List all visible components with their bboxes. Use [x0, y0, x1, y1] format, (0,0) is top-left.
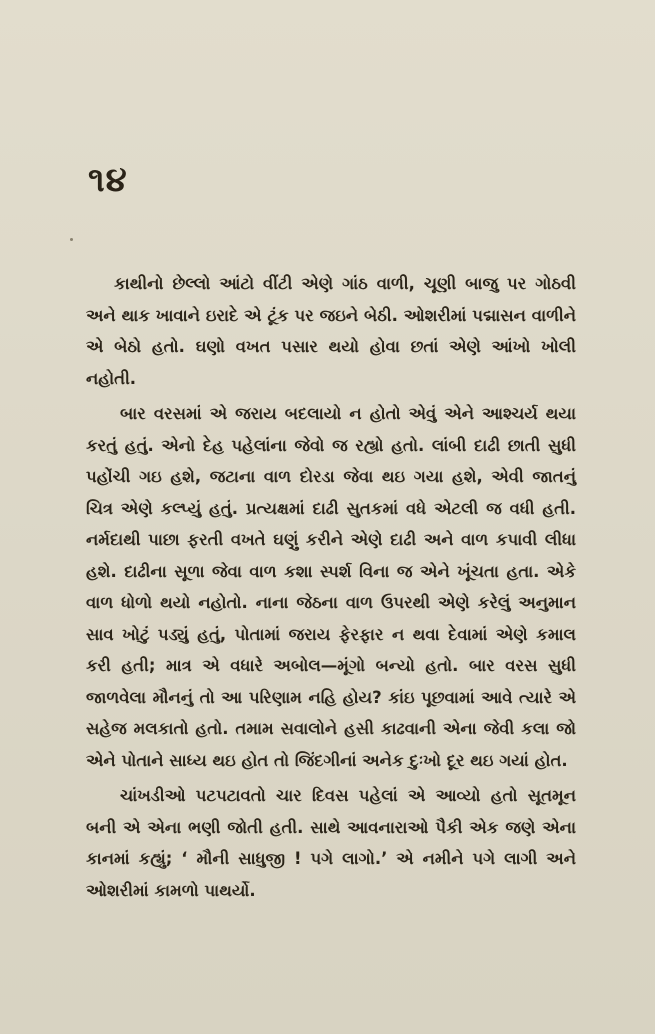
- paragraph-1: કાથીનો છેલ્લો આંટો વીંટી એણે ગાંઠ વાળી, ચૂણી બાજુ પર ગોઠવી અને થાક ખાવાને ઇરાદે એ ટૂંક પર જઇને બેઠી. ઓશરીમાં પદ્માસન વાળીને એ બેઠો હતો. ઘણો વખત પસાર થયો હોવા છતાં એણે આંખો ખોલી નહોતી.: [86, 274, 576, 388]
- chapter-number: ૧૪: [88, 160, 128, 200]
- page-speck: [70, 238, 73, 241]
- paragraph-3: ચાંખડીઓ પટપટાવતો ચાર દિવસ પહેલાં એ આવ્યો હતો સૂતમૂન બની એ એના ભણી જોતી હતી. સાથે આવનારાઓ પૈકી એક જણે એના કાનમાં કહ્યું; ‘ મૌની સાધુજી ! પગે લાગો.’ એ નમીને પગે લાગી અને ઓશરીમાં કામળો પાથર્યો.: [86, 786, 576, 900]
- chapter-body: [86, 268, 576, 910]
- paragraph-2: બાર વરસમાં એ જરાય બદલાયો ન હોતો એવું એને આશ્ચર્ય થયા કરતું હતું. એનો દેહ પહેલાંના જેવો જ રહ્યો હતો. લાંબી દાઢી છાતી સુધી પહોંચી ગઇ હશે, જટાના વાળ દોરડા જેવા થઇ ગયા હશે, એવી જાતનું ચિત્ર એણે કલ્પ્યું હતું. પ્રત્યક્ષમાં દાઢી સુતકમાં વધે એટલી જ વધી હતી. નર્મદાથી પાછા ફરતી વખતે ઘણું કરીને એણે દાઢી અને વાળ કપાવી લીધા હશે. દાઢીના સૂળા જેવા વાળ કશા સ્પર્શ વિના જ એને ખૂંચતા હતા. એકે વાળ ધોળો થયો નહોતો. નાના જેઠના વાળ ઉપરથી એણે કરેલું અનુમાન સાવ ખોટું પડ્યું હતું, પોતામાં જરાય ફેરફાર ન થવા દેવામાં એણે કમાલ કરી હતી; માત્ર એ વધારે અબોલ—મૂંગો બન્યો હતો. બાર વરસ સુધી જાળવેલા મૌનનું તો આ પરિણામ નહિ હોય? કાંઇ પૂછવામાં આવે ત્યારે એ સહેજ મલકાતો હતો. તમામ સવાલોને હસી કાઢવાની એના જેવી કલા જો એને પોતાને સાધ્ય થઇ હોત તો જિંદગીનાં અનેક દુઃખો દૂર થઇ ગયાં હોત.: [86, 404, 576, 770]
